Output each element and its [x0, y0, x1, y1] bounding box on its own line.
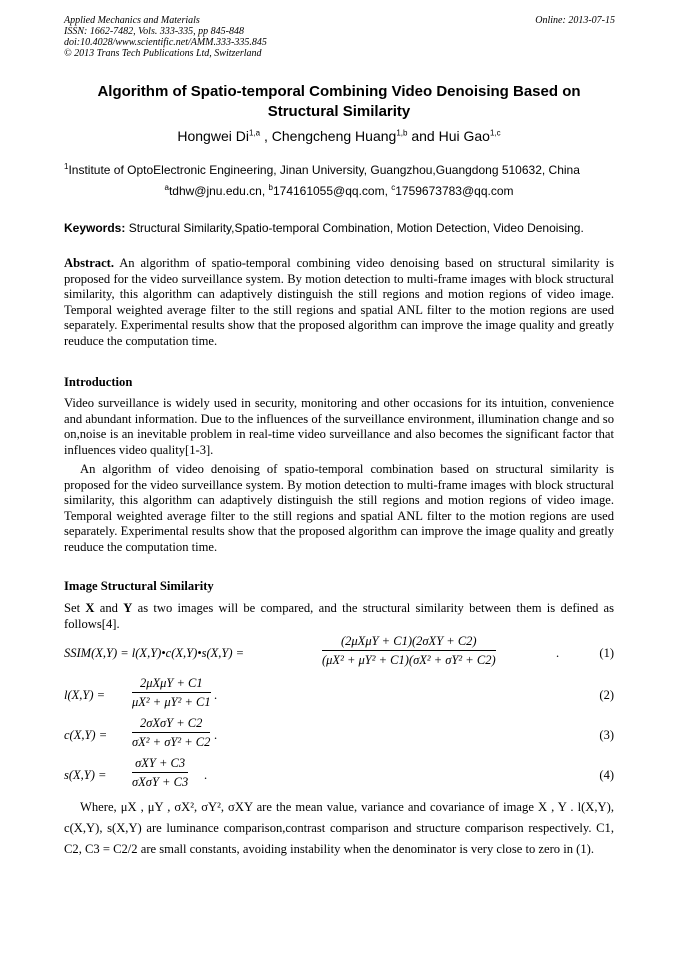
equation-1: [64, 634, 614, 674]
affiliation-sup: 1: [64, 162, 69, 171]
email-list: [0, 184, 678, 198]
paper-title: Algorithm of Spatio-temporal Combining Video Denoising Based on Structural Similarity: [97, 83, 581, 120]
intro-text: Set: [64, 601, 86, 615]
introduction-paragraph-1: Video surveillance is widely used in security, monitoring and other occasions for its intuition, convenience and abundant information. Due to the influences of the surveillance environment, illumination change and so on,noise is an inevitable problem in real-time video surveillance and also becomes the significant factor that influences video quality[1-3].: [64, 396, 614, 457]
equation-number: (1): [599, 646, 614, 660]
where-paragraph: Where, μX , μY , σX², σY², σXY are the mean value, variance and covariance of image X , Y . l(X,Y), c(X,Y), s(X,Y) are luminance comparison,contrast comparison and structure comparison respectively. C1, C2, C3 = C2/2 are small constants, avoiding instability when the denominator is very close to zero in (1).: [64, 800, 614, 856]
author-sup: 1,a: [248, 128, 261, 138]
email-sup: a: [164, 183, 169, 192]
journal-doi: doi:10.4028/www.scientific.net/AMM.333-335.845: [64, 37, 267, 48]
journal-header: [64, 15, 267, 59]
equation-numerator: (2μXμY + C1)(2σXY + C2): [322, 634, 496, 651]
equation-4: [64, 756, 614, 796]
equation-fraction: [132, 756, 188, 790]
equation-lhs: SSIM(X,Y) = l(X,Y)•c(X,Y)•s(X,Y) =: [64, 646, 245, 660]
intro-text: and: [94, 601, 124, 615]
equation-number: (4): [599, 768, 614, 782]
author-separator: and: [407, 128, 439, 144]
section-intro: [64, 601, 614, 632]
equation-3: [64, 716, 614, 756]
equation-fraction: [322, 634, 496, 668]
affiliation-text: Institute of OptoElectronic Engineering, Jinan University, Guangzhou,Guangdong 510632, China: [68, 163, 580, 177]
affiliation: [64, 163, 624, 177]
author-name: Hongwei Di: [177, 128, 249, 144]
equation-lhs: l(X,Y) =: [64, 688, 106, 702]
email-sup: c: [391, 183, 396, 192]
keywords-text: Structural Similarity,Spatio-temporal Combination, Motion Detection, Video Denoising.: [125, 221, 584, 235]
keywords: [64, 221, 624, 235]
equation-fraction: [132, 716, 210, 750]
abstract-text: An algorithm of spatio-temporal combining video denoising based on structural similarity is proposed for the video surveillance system. By motion detection to multi-frame images with block structural similarity, this algorithm can adaptively distinguish the still regions and motion regions of video image. Temporal weighted average filter to the still regions and spatial ANL filter to the motion regions are used separately. Experimental results show that the proposed algorithm can improve the image quality and greatly reuduce the computation time.: [64, 256, 614, 348]
author-name: Hui Gao: [438, 128, 490, 144]
keywords-label: Keywords:: [64, 221, 126, 235]
equation-lhs: c(X,Y) =: [64, 728, 108, 742]
email: 1759673783@qq.com: [395, 184, 514, 198]
intro-text: as two images will be compared, and the structural similarity between them is defined as follows[4].: [64, 601, 615, 631]
equation-denominator: σXσY + C3: [132, 775, 189, 789]
author-sup: 1,c: [489, 128, 501, 138]
equation-tail: .: [214, 728, 218, 742]
email: 174161055@qq.com,: [272, 184, 392, 198]
equation-denominator: μX² + μY² + C1: [132, 695, 211, 709]
journal-name: Applied Mechanics and Materials: [64, 15, 200, 26]
introduction-heading: Introduction: [64, 375, 133, 389]
author-sup: 1,b: [396, 128, 408, 138]
journal-copyright: © 2013 Trans Tech Publications Ltd, Switzerland: [64, 48, 262, 59]
equation-lhs: s(X,Y) =: [64, 768, 107, 782]
equation-tail: .: [556, 646, 560, 660]
abstract: [64, 256, 614, 349]
journal-issn: ISSN: 1662-7482, Vols. 333-335, pp 845-848: [64, 26, 244, 37]
author-name: Chengcheng Huang: [271, 128, 397, 144]
equation-denominator: (μX² + μY² + C1)(σX² + σY² + C2): [322, 653, 496, 667]
var-y: Y: [123, 601, 133, 615]
email: tdhw@jnu.edu.cn,: [168, 184, 269, 198]
equation-numerator: 2σXσY + C2: [132, 716, 210, 733]
equation-numerator: 2μXμY + C1: [132, 676, 211, 693]
introduction-paragraph-2: An algorithm of video denoising of spatio-temporal combination based on structural similarity is proposed for the video surveillance system. By motion detection to multi-frame images with block structural similarity, this algorithm can adaptively distinguish the still regions and motion regions of video image. Temporal weighted average filter to the still regions and spatial ANL filter to the motion regions are used separately. Experimental results show that the proposed algorithm can improve the image quality and greatly reuduce the computation time.: [64, 462, 614, 554]
equation-tail: .: [204, 768, 208, 782]
equation-fraction: [132, 676, 211, 710]
section-heading: Image Structural Similarity: [64, 579, 214, 593]
email-sup: b: [268, 183, 273, 192]
online-date: Online: 2013-07-15: [535, 15, 615, 26]
author-list: [0, 128, 678, 144]
var-x: X: [85, 601, 95, 615]
equation-numerator: σXY + C3: [132, 756, 188, 773]
author-separator: ,: [260, 128, 272, 144]
equation-number: (2): [599, 688, 614, 702]
equation-2: [64, 676, 614, 716]
equation-number: (3): [599, 728, 614, 742]
equation-tail: .: [214, 688, 218, 702]
abstract-label: Abstract.: [64, 256, 115, 270]
equation-denominator: σX² + σY² + C2: [132, 735, 211, 749]
